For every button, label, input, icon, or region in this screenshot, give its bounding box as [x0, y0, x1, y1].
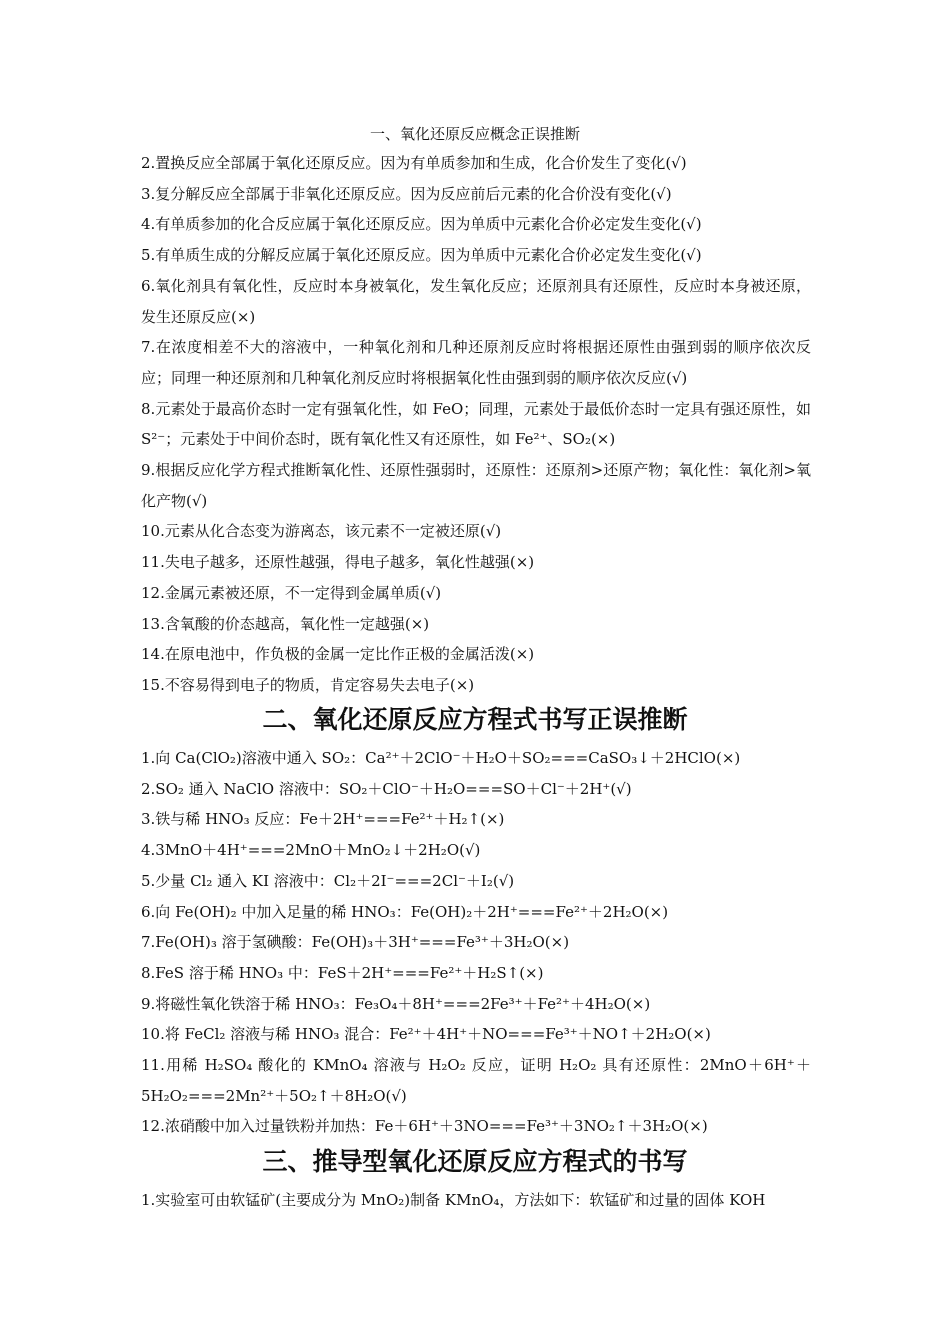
list-item: 9.根据反应化学方程式推断氧化性、还原性强弱时，还原性：还原剂>还原产物；氧化性：氧化剂>氧化产物(√)	[141, 461, 811, 510]
list-item: 3.复分解反应全部属于非氧化还原反应。因为反应前后元素的化合价没有变化(√)	[141, 184, 672, 203]
section1-list	[141, 148, 811, 701]
list-item: 12.浓硝酸中加入过量铁粉并加热：Fe＋6H⁺＋3NO===Fe³⁺＋3NO₂↑＋3H₂O(×)	[141, 1117, 708, 1136]
list-item: 15.不容易得到电子的物质，肯定容易失去电子(×)	[141, 675, 475, 694]
list-item: 10.元素从化合态变为游离态，该元素不一定被还原(√)	[141, 522, 502, 541]
list-item: 5.少量 Cl₂ 通入 KI 溶液中：Cl₂＋2I⁻===2Cl⁻＋I₂(√)	[141, 871, 515, 890]
list-item: 4.3MnO＋4H⁺===2MnO＋MnO₂↓＋2H₂O(√)	[141, 841, 481, 860]
list-item: 7.在浓度相差不大的溶液中，一种氧化剂和几种还原剂反应时将根据还原性由强到弱的顺序依次反应；同理一种还原剂和几种氧化剂反应时将根据氧化性由强到弱的顺序依次反应(√)	[141, 338, 811, 387]
list-item: 2.SO₂ 通入 NaClO 溶液中：SO₂＋ClO⁻＋H₂O===SO＋Cl⁻＋2H⁺(√)	[141, 779, 632, 798]
section2-heading: 二、氧化还原反应方程式书写正误推断	[262, 705, 688, 734]
section3-heading: 三、推导型氧化还原反应方程式的书写	[262, 1147, 688, 1176]
list-item: 1.向 Ca(ClO₂)溶液中通入 SO₂：Ca²⁺＋2ClO⁻＋H₂O＋SO₂===CaSO₃↓＋2HClO(×)	[141, 749, 741, 767]
section3-list	[141, 1185, 811, 1216]
list-item: 2.置换反应全部属于氧化还原反应。因为有单质参加和生成，化合价发生了变化(√)	[141, 154, 687, 172]
list-item: 3.铁与稀 HNO₃ 反应：Fe＋2H⁺===Fe²⁺＋H₂↑(×)	[141, 810, 505, 829]
list-item: 11.用稀 H₂SO₄ 酸化的 KMnO₄ 溶液与 H₂O₂ 反应，证明 H₂O₂ 具有还原性：2MnO＋6H⁺＋5H₂O₂===2Mn²⁺＋5O₂↑＋8H₂O(√)	[141, 1056, 811, 1105]
section2-list	[141, 743, 811, 1142]
list-item: 11.失电子越多，还原性越强，得电子越多，氧化性越强(×)	[141, 553, 535, 572]
list-item: 4.有单质参加的化合反应属于氧化还原反应。因为单质中元素化合价必定发生变化(√)	[141, 215, 702, 234]
list-item: 8.FeS 溶于稀 HNO₃ 中：FeS＋2H⁺===Fe²⁺＋H₂S↑(×)	[141, 963, 544, 982]
list-item: 1.实验室可由软锰矿(主要成分为 MnO₂)制备 KMnO₄，方法如下：软锰矿和过量的固体 KOH	[141, 1191, 766, 1209]
list-item: 6.向 Fe(OH)₂ 中加入足量的稀 HNO₃：Fe(OH)₂＋2H⁺===Fe²⁺＋2H₂O(×)	[141, 902, 669, 921]
list-item: 13.含氧酸的价态越高，氧化性一定越强(×)	[141, 614, 430, 633]
list-item: 14.在原电池中，作负极的金属一定比作正极的金属活泼(×)	[141, 645, 535, 664]
list-item: 8.元素处于最高价态时一定有强氧化性，如 FeO；同理，元素处于最低价态时一定具有强还原性，如 S²⁻；元素处于中间价态时，既有氧化性又有还原性，如 Fe²⁺、SO₂(×)	[141, 399, 811, 449]
list-item: 12.金属元素被还原，不一定得到金属单质(√)	[141, 583, 442, 602]
list-item: 5.有单质生成的分解反应属于氧化还原反应。因为单质中元素化合价必定发生变化(√)	[141, 246, 702, 265]
list-item: 9.将磁性氧化铁溶于稀 HNO₃：Fe₃O₄＋8H⁺===2Fe³⁺＋Fe²⁺＋4H₂O(×)	[141, 994, 651, 1013]
section1-title: 一、氧化还原反应概念正误推断	[369, 125, 580, 143]
list-item: 6.氧化剂具有氧化性，反应时本身被氧化，发生氧化反应；还原剂具有还原性，反应时本身被还原，发生还原反应(×)	[141, 276, 811, 326]
list-item: 7.Fe(OH)₃ 溶于氢碘酸：Fe(OH)₃＋3H⁺===Fe³⁺＋3H₂O(×)	[141, 933, 570, 952]
list-item: 10.将 FeCl₂ 溶液与稀 HNO₃ 混合：Fe²⁺＋4H⁺＋NO===Fe³⁺＋NO↑＋2H₂O(×)	[141, 1025, 711, 1044]
